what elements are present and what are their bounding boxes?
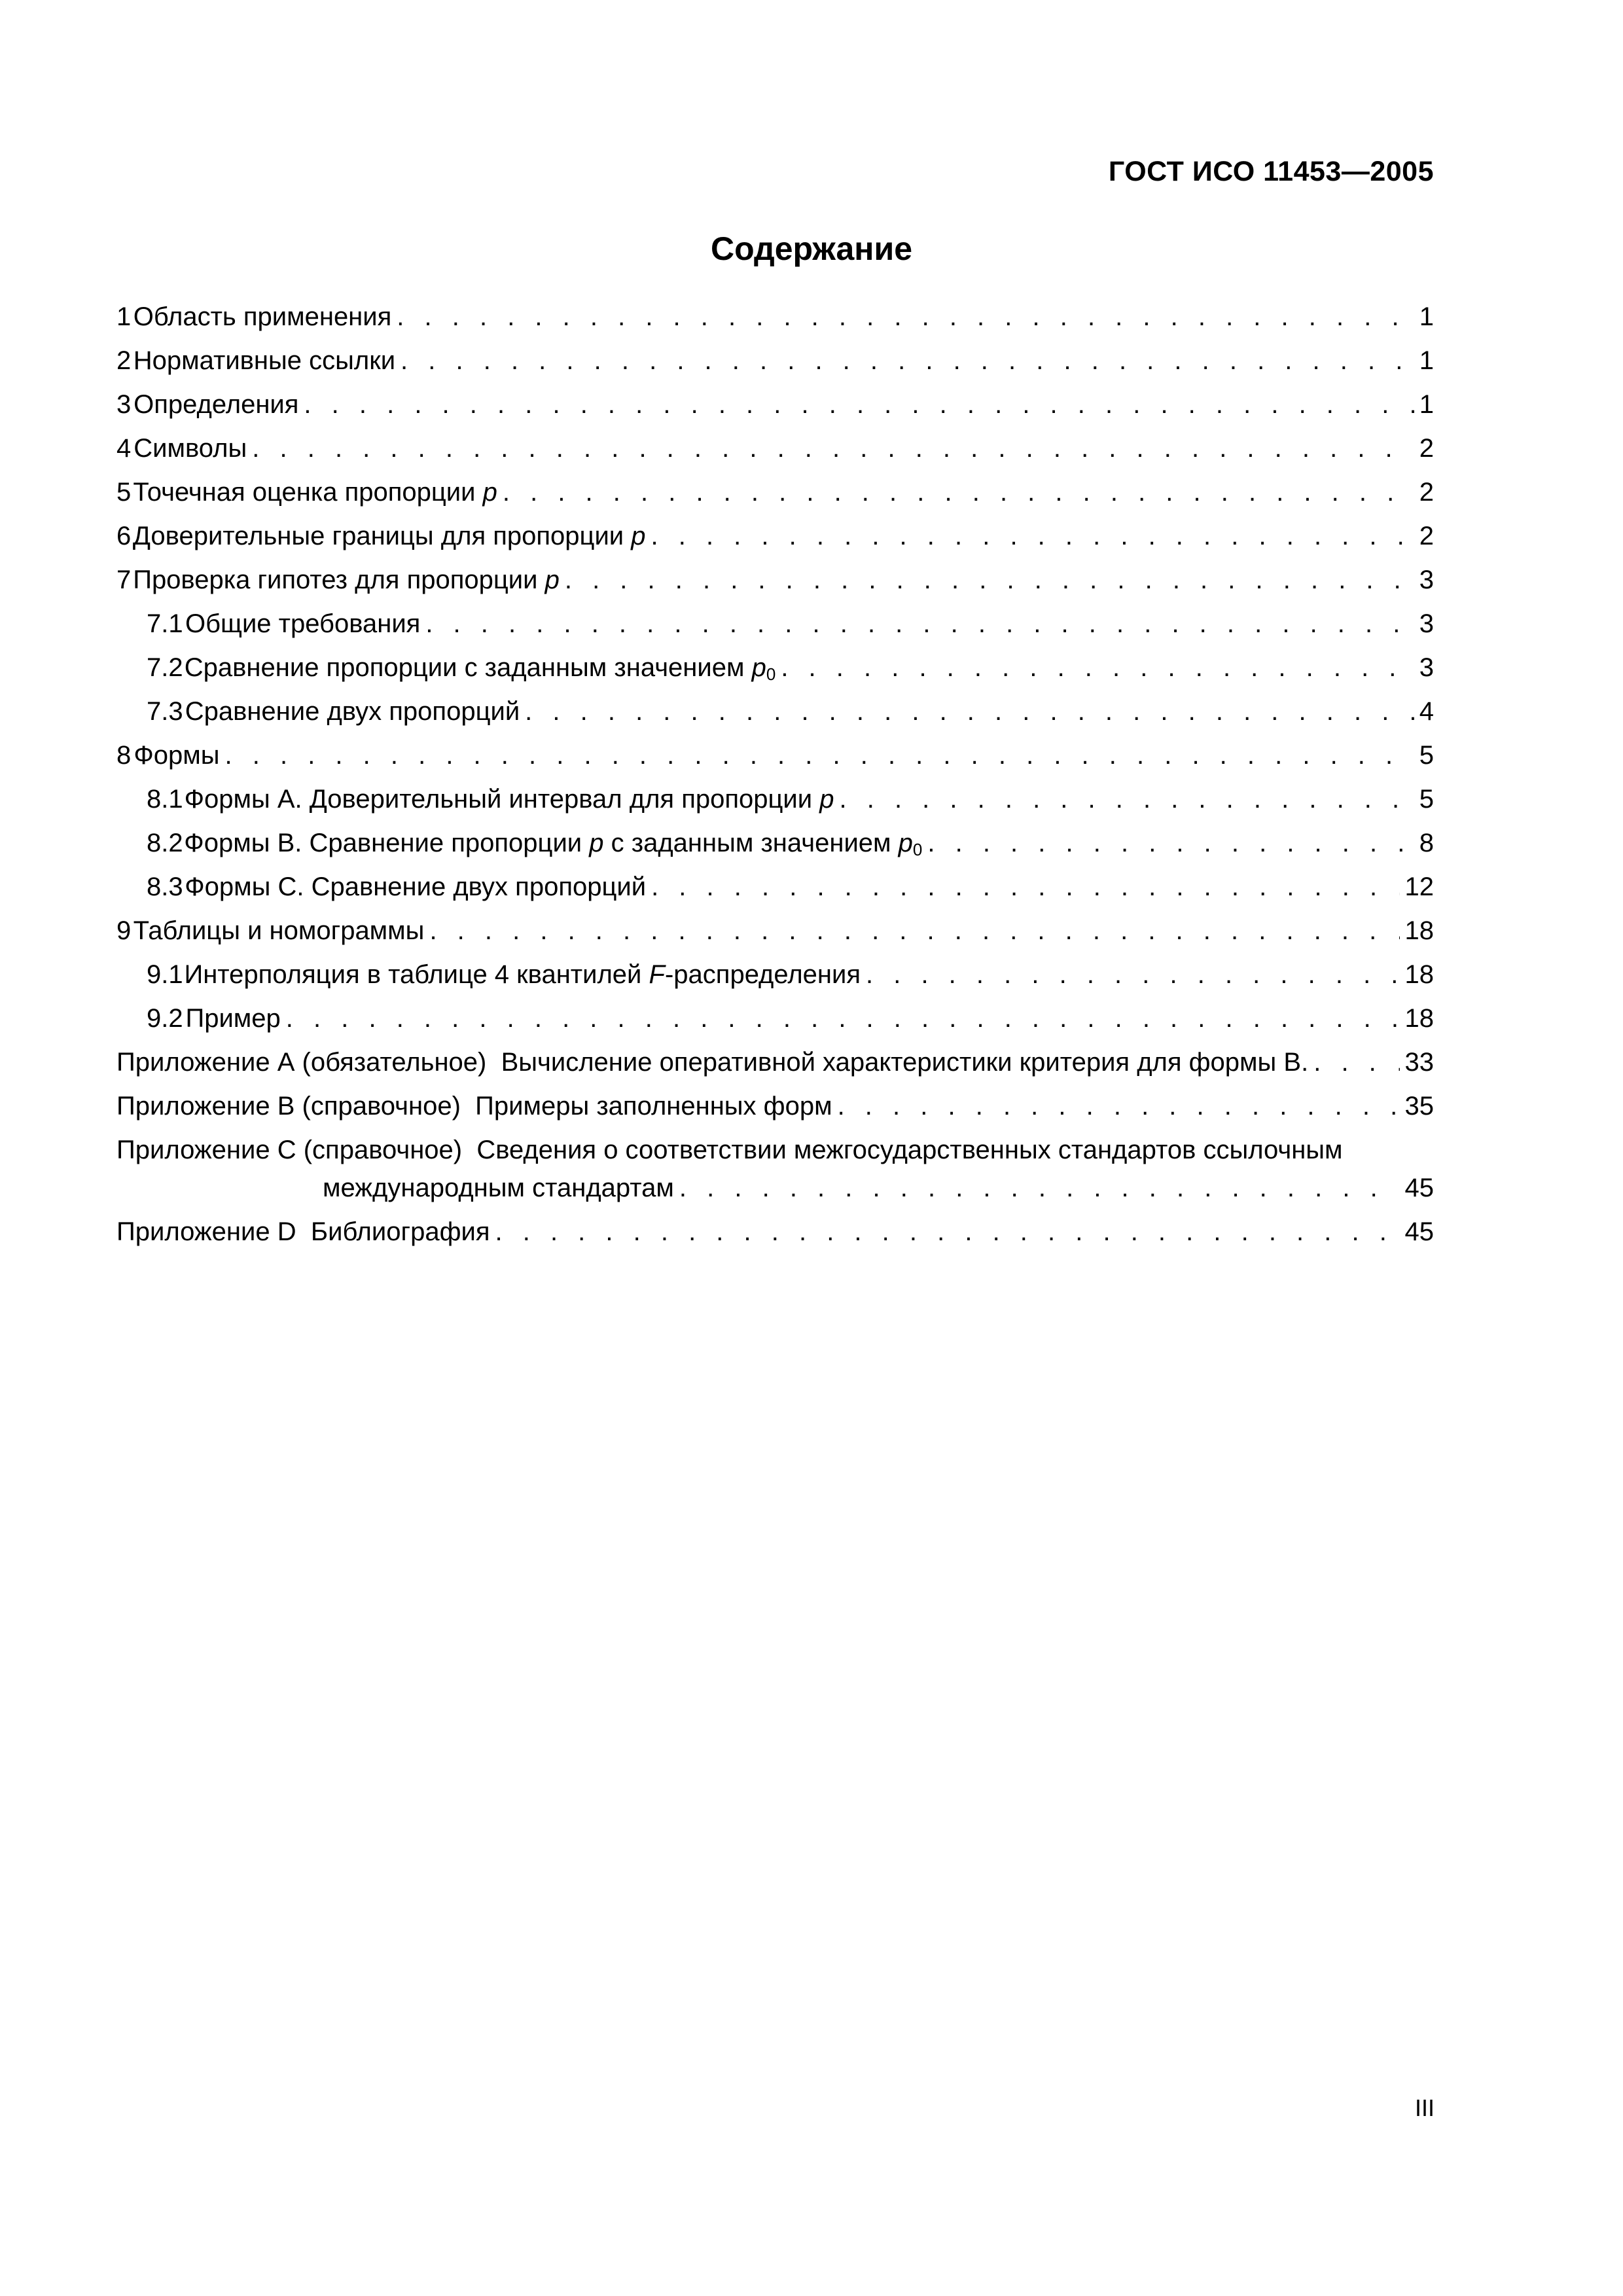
toc-entry-page: 1 [1419,390,1434,419]
toc-entry-page: 2 [1419,434,1434,463]
toc-entry-page: 5 [1419,785,1434,814]
toc-appendix-d[interactable] [116,1217,1434,1261]
toc-entry-number: 1 [116,302,132,331]
toc-entry[interactable] [116,522,1434,565]
toc-entry-number: 8.3 [147,872,183,901]
toc-entry-title: Таблицы и номограммы [133,916,425,945]
toc-entry-title: Интерполяция в таблице 4 квантилей F-распределения [184,960,861,989]
toc-entry-number: 8.1 [147,785,183,814]
toc-entry-number: 8.2 [147,829,183,857]
toc-entry-page: 5 [1419,741,1434,770]
toc-entry-page: 12 [1404,872,1434,901]
toc-leader-dots [429,916,1399,946]
toc-title: Содержание [710,230,913,267]
document-code: ГОСТ ИСО 11453—2005 [1108,156,1434,187]
toc-entry-title: Сравнение двух пропорций [185,697,520,726]
toc-leader-dots [781,653,1414,683]
toc-entry[interactable] [116,565,1434,609]
toc-entry-page: 1 [1419,302,1434,331]
toc-entry-number: 9.2 [147,1004,183,1033]
appendix-label: Приложение А (обязательное) [116,1048,487,1077]
toc-entry-page: 3 [1419,653,1434,682]
variable-p: p [482,478,497,507]
toc-leader-dots [401,346,1414,376]
toc-entry-number: 7 [116,565,132,594]
variable-p: p [819,785,834,814]
subscript-zero: 0 [766,664,776,684]
toc-entry-title: Определения [134,390,299,419]
toc-leader-dots [651,872,1399,902]
toc-leader-dots [503,478,1414,507]
variable-p: p [544,565,560,594]
toc-entry-title: Сравнение пропорции с заданным значением $p_0$ [184,653,776,684]
variable-p: p [631,522,646,550]
variable-p: p [751,653,766,682]
toc-entry-title: Общие требования [185,609,421,638]
toc-subentry[interactable] [116,609,1434,653]
appendix-title: Вычисление оперативной характеристики критерия для формы В. [501,1048,1309,1077]
table-of-contents [116,302,1434,1261]
page-number: III [1414,2094,1435,2121]
toc-subentry[interactable] [116,872,1434,916]
toc-leader-dots [495,1217,1399,1247]
toc-entry-page: 8 [1419,829,1434,857]
toc-subentry[interactable] [116,829,1434,872]
toc-entry[interactable] [116,434,1434,478]
appendix-label: Приложение D [116,1217,296,1246]
toc-entry[interactable] [116,390,1434,434]
appendix-title-continued: международным стандартам [323,1174,674,1202]
toc-entry-number: 7.1 [147,609,183,638]
variable-f: F [649,960,665,989]
toc-leader-dots [225,741,1414,770]
toc-entry-title: Область применения [133,302,392,331]
toc-leader-dots [397,302,1414,332]
toc-subentry[interactable] [116,785,1434,829]
appendix-title: Сведения о соответствии межгосударственных стандартов ссылочным [476,1136,1343,1164]
toc-leader-dots [565,565,1414,595]
toc-appendix-a[interactable] [116,1048,1434,1092]
toc-entry-page: 45 [1404,1217,1434,1246]
variable-p: p [898,829,913,857]
toc-entry-page: 4 [1419,697,1434,726]
toc-subentry[interactable] [116,960,1434,1004]
appendix-title: Примеры заполненных форм [475,1092,832,1121]
toc-leader-dots [1313,1048,1399,1077]
toc-entry-number: 7.3 [147,697,183,726]
toc-subentry[interactable] [116,1004,1434,1048]
appendix-label: Приложение С (справочное) [116,1136,463,1164]
appendix-label: Приложение В (справочное) [116,1092,461,1121]
toc-entry-page: 18 [1404,960,1434,989]
toc-entry-number: 3 [116,390,132,419]
toc-leader-dots [304,390,1414,420]
toc-entry-title: Пример [185,1004,281,1033]
toc-entry-title: Формы С. Сравнение двух пропорций [185,872,647,901]
toc-leader-dots [651,522,1414,551]
toc-entry-title: Проверка гипотез для пропорции p [133,565,560,594]
toc-entry-title: Точечная оценка пропорции p [133,478,497,507]
toc-appendix-c[interactable] [116,1136,1434,1217]
toc-entry-page: 1 [1419,346,1434,375]
toc-entry-title: Формы В. Сравнение пропорции p с заданным значением $p_0$ [184,829,923,859]
toc-subentry[interactable] [116,653,1434,697]
toc-leader-dots [839,785,1414,814]
toc-entry-page: 2 [1419,478,1434,507]
subscript-zero: 0 [912,840,923,859]
toc-entry-title: Нормативные ссылки [133,346,396,375]
toc-entry-number: 7.2 [147,653,183,682]
toc-entry-number: 8 [116,741,132,770]
toc-appendix-b[interactable] [116,1092,1434,1136]
toc-leader-dots [525,697,1414,726]
toc-entry-page: 3 [1419,565,1434,594]
toc-subentry[interactable] [116,697,1434,741]
toc-entry-page: 45 [1404,1174,1434,1202]
toc-leader-dots [252,434,1414,463]
toc-entry-page: 3 [1419,609,1434,638]
toc-entry-number: 4 [116,434,132,463]
toc-leader-dots [866,960,1400,990]
toc-entry-number: 9.1 [147,960,183,989]
appendix-title: Библиография [310,1217,490,1246]
toc-entry-page: 33 [1404,1048,1434,1077]
toc-leader-dots [679,1174,1400,1203]
toc-leader-dots [286,1004,1400,1033]
toc-entry[interactable] [116,346,1434,390]
toc-entry-page: 2 [1419,522,1434,550]
toc-leader-dots [838,1092,1400,1121]
toc-entry-number: 6 [116,522,132,550]
toc-entry-page: 35 [1404,1092,1434,1121]
toc-entry-page: 18 [1404,1004,1434,1033]
toc-entry[interactable] [116,916,1434,960]
variable-p: p [589,829,604,857]
toc-entry[interactable] [116,478,1434,522]
toc-entry[interactable] [116,741,1434,785]
toc-entry-title: Доверительные границы для пропорции p [132,522,646,550]
toc-entry-title: Формы [134,741,220,770]
toc-leader-dots [927,829,1414,858]
toc-entry-number: 2 [116,346,132,375]
toc-entry-title: Символы [134,434,247,463]
toc-entry[interactable] [116,302,1434,346]
toc-leader-dots [425,609,1414,639]
toc-entry-number: 5 [116,478,132,507]
toc-entry-number: 9 [116,916,132,945]
toc-entry-page: 18 [1404,916,1434,945]
toc-entry-title: Формы А. Доверительный интервал для пропорции p [184,785,834,814]
